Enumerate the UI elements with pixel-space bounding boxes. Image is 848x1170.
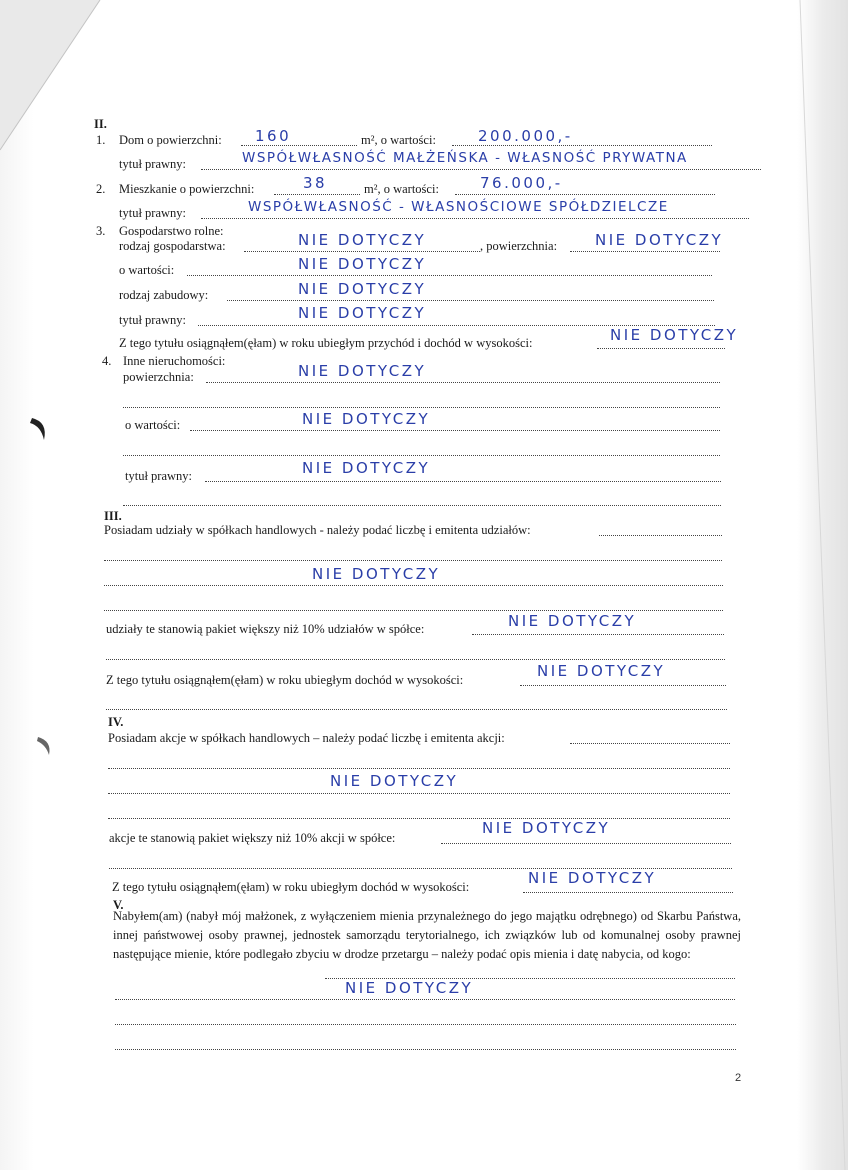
item-2-label: Mieszkanie o powierzchni:: [119, 182, 255, 196]
punch-hole-mark: [34, 733, 56, 761]
dotted-line: [115, 1049, 736, 1050]
handwritten-shares: NIE DOTYCZY: [312, 565, 441, 583]
dotted-line: [570, 251, 720, 252]
item-1-number: 1.: [96, 133, 106, 147]
dotted-line: [115, 1024, 736, 1025]
page-number: 2: [735, 1072, 742, 1084]
dotted-line: [452, 145, 712, 146]
section-5-heading: V.: [113, 898, 124, 912]
title-label: tytuł prawny:: [119, 157, 187, 171]
other-value-label: o wartości:: [125, 418, 181, 432]
handwritten-farm-building: NIE DOTYCZY: [298, 280, 427, 298]
stocks-label: Posiadam akcje w spółkach handlowych – należy podać liczbę i emitenta akcji:: [108, 731, 505, 745]
handwritten-value: 200.000,-: [478, 127, 573, 145]
handwritten-farm-area: NIE DOTYCZY: [595, 231, 724, 249]
farm-income-label: Z tego tytułu osiągnąłem(ęłam) w roku ubiegłym przychód i dochód w wysokości:: [119, 336, 533, 350]
dotted-line: [108, 818, 730, 819]
section-3-heading: III.: [104, 509, 122, 523]
dotted-line: [106, 659, 725, 660]
dotted-line: [201, 169, 761, 170]
farm-type-label: rodzaj gospodarstwa:: [119, 239, 226, 253]
handwritten-shares-income: NIE DOTYCZY: [537, 662, 666, 680]
handwritten-area: 160: [255, 127, 292, 145]
dotted-line: [104, 610, 723, 611]
handwritten-other-area: NIE DOTYCZY: [298, 362, 427, 380]
punch-hole-mark: [28, 414, 50, 442]
handwritten-farm-title: NIE DOTYCZY: [298, 304, 427, 322]
handwritten-title: WSPÓŁWŁASNOŚĆ MAŁŻEŃSKA - WŁASNOŚĆ PRYWATNA: [242, 150, 688, 166]
handwritten-farm-type: NIE DOTYCZY: [298, 231, 427, 249]
dotted-line: [472, 634, 724, 635]
handwritten-farm-income: NIE DOTYCZY: [610, 326, 739, 344]
farm-value-label: o wartości:: [119, 263, 175, 277]
handwritten-stocks-income: NIE DOTYCZY: [528, 869, 657, 887]
handwritten-area: 38: [303, 174, 328, 192]
dotted-line: [441, 843, 731, 844]
dotted-line: [274, 194, 360, 195]
handwritten-stocks-packet: NIE DOTYCZY: [482, 819, 611, 837]
dotted-line: [244, 251, 480, 252]
handwritten-shares-packet: NIE DOTYCZY: [508, 612, 637, 630]
dotted-line: [597, 348, 725, 349]
dotted-line: [108, 768, 730, 769]
section-2-heading: II.: [94, 117, 107, 131]
title-label: tytuł prawny:: [119, 313, 187, 327]
handwritten-other-value: NIE DOTYCZY: [302, 410, 431, 428]
stocks-packet-label: akcje te stanowią pakiet większy niż 10% akcji w spółce:: [109, 831, 396, 845]
section-4-heading: IV.: [108, 715, 124, 729]
handwritten-property: NIE DOTYCZY: [345, 979, 474, 997]
dotted-line: [115, 999, 735, 1000]
dotted-line: [241, 145, 357, 146]
title-label: tytuł prawny:: [119, 206, 187, 220]
shares-label: Posiadam udziały w spółkach handlowych - należy podać liczbę i emitenta udziałów:: [104, 523, 531, 537]
dotted-line: [106, 709, 727, 710]
item-1-unit-label: m², o wartości:: [361, 133, 436, 147]
item-4-number: 4.: [102, 354, 112, 368]
dotted-line: [206, 382, 720, 383]
stocks-income-label: Z tego tytułu osiągnąłem(ęłam) w roku ubiegłym dochód w wysokości:: [112, 880, 470, 894]
dotted-line: [187, 275, 712, 276]
dotted-line: [599, 535, 722, 536]
title-label: tytuł prawny:: [125, 469, 193, 483]
dotted-line: [205, 481, 721, 482]
item-3-label: Gospodarstwo rolne:: [119, 224, 224, 238]
handwritten-title: WSPÓŁWŁASNOŚĆ - WŁASNOŚCIOWE SPÓŁDZIELCZE: [248, 199, 669, 215]
farm-area-label: , powierzchnia:: [480, 239, 558, 253]
shares-income-label: Z tego tytułu osiągnąłem(ęłam) w roku ubiegłym dochód w wysokości:: [106, 673, 464, 687]
dotted-line: [190, 430, 720, 431]
item-2-unit-label: m², o wartości:: [364, 182, 439, 196]
dotted-line: [227, 300, 714, 301]
dotted-line: [523, 892, 733, 893]
item-4-label: Inne nieruchomości:: [123, 354, 226, 368]
farm-building-label: rodzaj zabudowy:: [119, 288, 209, 302]
dotted-line: [455, 194, 715, 195]
dotted-line: [201, 218, 749, 219]
item-2-number: 2.: [96, 182, 106, 196]
handwritten-farm-value: NIE DOTYCZY: [298, 255, 427, 273]
dotted-line: [104, 585, 723, 586]
dotted-line: [123, 505, 721, 506]
dotted-line: [123, 407, 720, 408]
handwritten-stocks: NIE DOTYCZY: [330, 772, 459, 790]
dotted-line: [123, 455, 720, 456]
handwritten-value: 76.000,-: [480, 174, 563, 192]
section-5-text: Nabyłem(am) (nabył mój małżonek, z wyłączeniem mienia przynależnego do jego majątku odrębnego) od Skarbu Państwa, innej państwowej osoby prawnej, jednostek samorządu terytorialnego, ich związków lub od komunalnej osoby prawnej następujące mienie, które podlegało zbyciu w drodze przetargu – należy podać opis mienia i datę nabycia, od kogo:: [113, 909, 741, 961]
handwritten-other-title: NIE DOTYCZY: [302, 459, 431, 477]
dotted-line: [570, 743, 730, 744]
item-1-label: Dom o powierzchni:: [119, 133, 222, 147]
dotted-line: [104, 560, 722, 561]
other-area-label: powierzchnia:: [123, 370, 194, 384]
shares-packet-label: udziały te stanowią pakiet większy niż 10% udziałów w spółce:: [106, 622, 425, 636]
dotted-line: [520, 685, 726, 686]
dotted-line: [108, 793, 730, 794]
item-3-number: 3.: [96, 224, 106, 238]
